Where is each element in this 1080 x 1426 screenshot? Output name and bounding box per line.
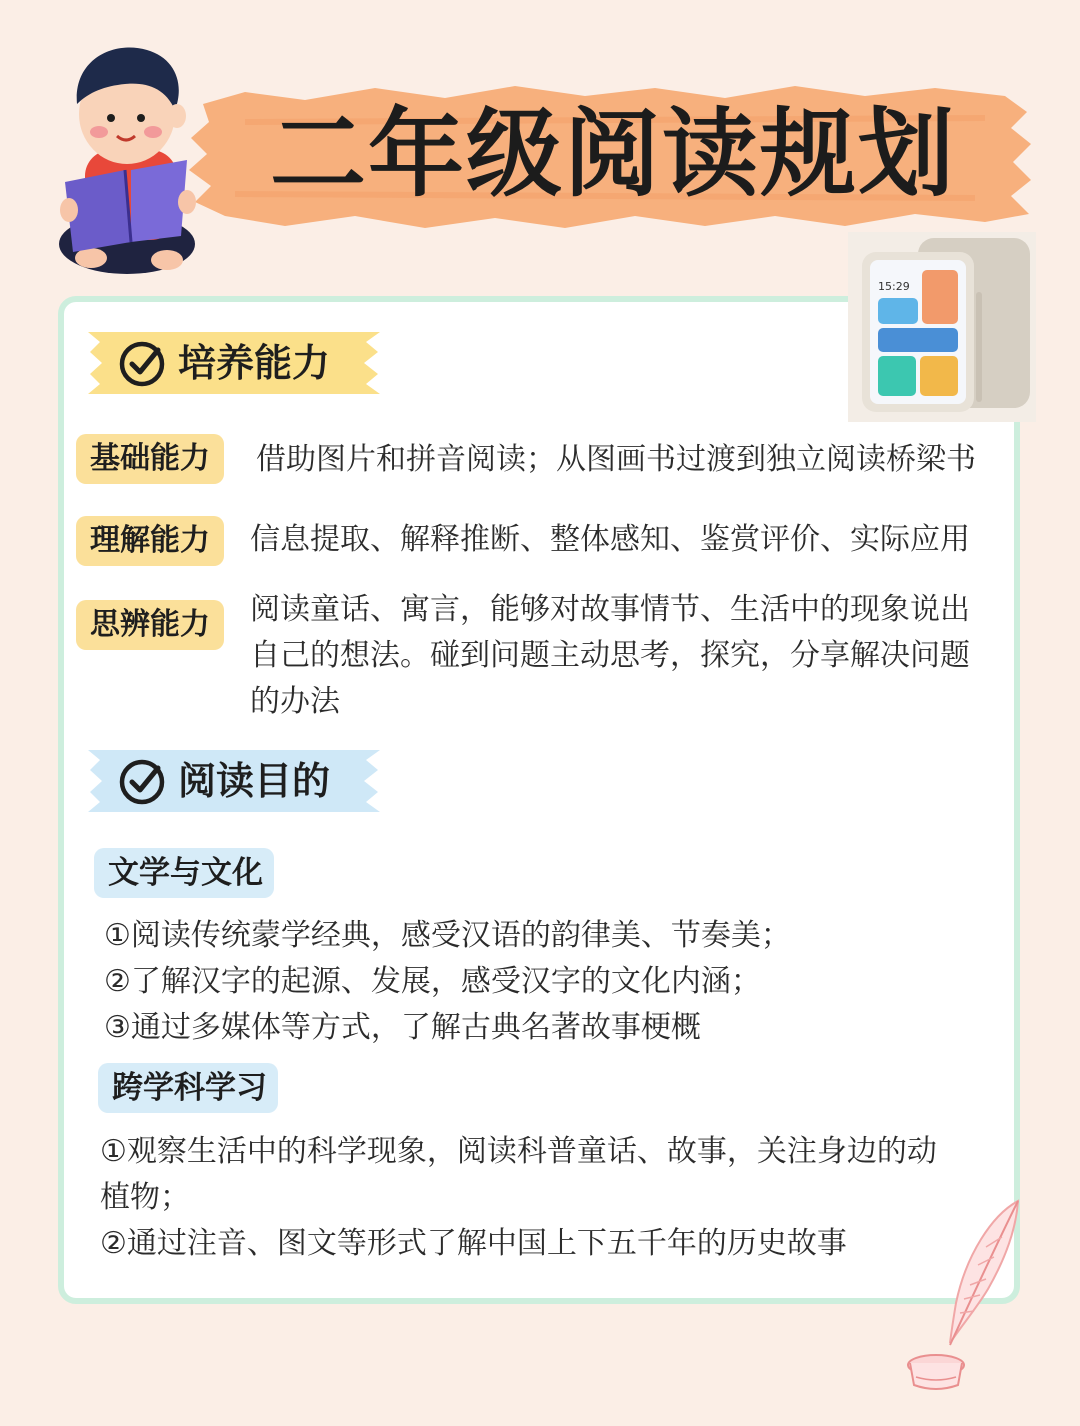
svg-text:15:29: 15:29 (878, 280, 910, 293)
ability-label-basic: 基础能力 (76, 434, 224, 484)
tablet-device-icon (848, 232, 1036, 422)
list-item: 植物； (100, 1180, 190, 1215)
section-banner-abilities (88, 332, 380, 394)
ability-label-comprehension: 理解能力 (76, 516, 224, 566)
ability-text-comprehension: 信息提取、解释推断、整体感知、鉴赏评价、实际应用 (250, 522, 970, 557)
ability-text-basic: 借助图片和拼音阅读；从图画书过渡到独立阅读桥梁书 (256, 442, 976, 477)
check-circle-icon (118, 340, 166, 388)
ability-text-thinking-line3: 的办法 (250, 684, 340, 719)
boy-reading-icon (55, 32, 205, 277)
list-item: ②了解汉字的起源、发展，感受汉字的文化内涵； (104, 964, 761, 999)
section-title: 培养能力 (178, 341, 331, 385)
tag-literature-culture: 文学与文化 (94, 848, 274, 898)
feather-quill-icon (900, 1195, 1030, 1395)
ability-text-thinking-line1: 阅读童话、寓言，能够对故事情节、生活中的现象说出 (250, 592, 970, 627)
page-title: 二年级阅读规划 (270, 98, 956, 210)
check-circle-icon (118, 758, 166, 806)
tag-interdisciplinary: 跨学科学习 (98, 1063, 278, 1113)
section-banner-purpose (88, 750, 380, 812)
list-item: ①阅读传统蒙学经典，感受汉语的韵律美、节奏美； (104, 918, 791, 953)
section-title: 阅读目的 (178, 759, 331, 803)
ability-label-thinking: 思辨能力 (76, 600, 224, 650)
list-item: ①观察生活中的科学现象，阅读科普童话、故事，关注身边的动 (100, 1134, 937, 1169)
list-item: ②通过注音、图文等形式了解中国上下五千年的历史故事 (100, 1226, 847, 1261)
list-item: ③通过多媒体等方式，了解古典名著故事梗概 (104, 1010, 701, 1045)
ability-text-thinking-line2: 自己的想法。碰到问题主动思考，探究，分享解决问题 (250, 638, 970, 673)
